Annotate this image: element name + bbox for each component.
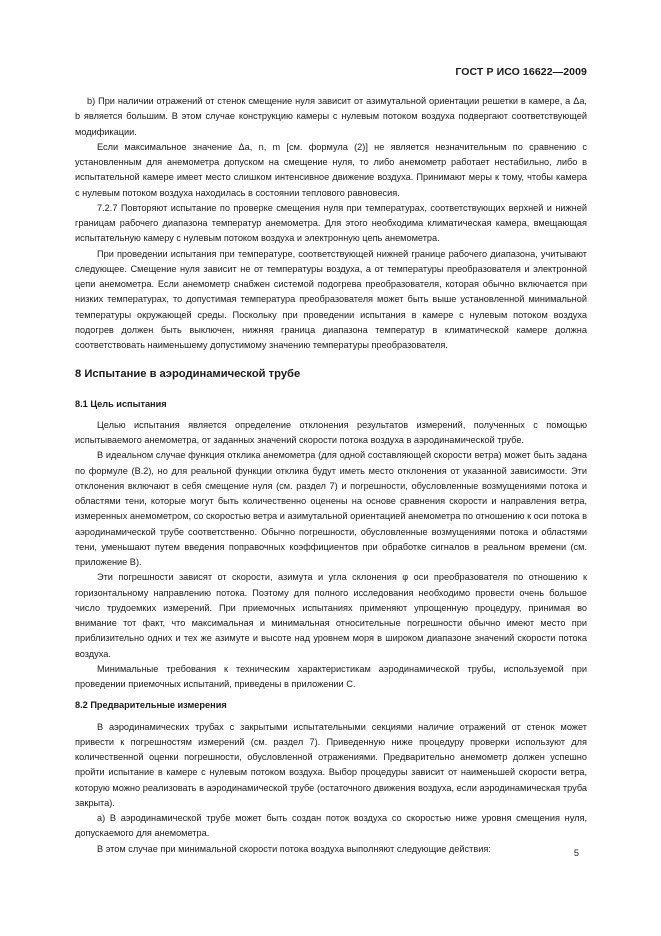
paragraph-b: b) При наличии отражений от стенок смещение нуля зависит от азимутальной ориентации решетки в камере, а Δa, b является большим. В этом случае конструкцию камеры с нулевым потоком воздуха подвергают соответствующей модификации. [75,96,587,137]
subsection-8-2-heading: 8.2 Предварительные измерения [75,700,227,711]
paragraph: В идеальном случае функция отклика анемометра (для одной составляющей скорости ветра) может быть задана по формуле (В.2), но для реальной функции отклика будут иметь место отклонения от указанной зависимости. Эти отклонения включают в себя смещение нуля (см. раздел 7) и погрешности, обусловленные возмущениями потока и областями тени, которые могут быть количественно оценены на основе сравнения скорости и направления ветра, измеренных анемометром, со скоростью ветра и азимутальной ориентацией анемометра по отношению к оси потока в аэродинамической трубе соответственно. Обычно погрешности, обусловленные возмущениями потока и областями тени, уменьшают путем введения поправочных коэффициентов при обработке сигналов в реальном времени (см. приложение В). [75,450,587,567]
document-body [75,94,587,857]
paragraph: Эти погрешности зависят от скорости, азимута и угла склонения φ оси преобразователя по отношению к горизонтальному направлению потока. Поэтому для полного исследования необходимо провести очень большое число трудоемких измерений. При приемочных испытаниях применяют упрощенную процедуру, принимая во внимание тот факт, что максимальная и минимальная относительные погрешности обычно имеют место при приблизительно одних и тех же азимуте и высоте над уровнем моря в широком диапазоне значений скорости потока воздуха. [75,572,587,659]
section-8-heading: 8 Испытание в аэродинамической трубе [75,368,301,381]
paragraph-7-2-7: 7.2.7 Повторяют испытание по проверке смещения нуля при температурах, соответствующих верхней и нижней границам рабочего диапазона температур анемометра. Для этого необходима климатическая камера, вмещающая испытательную камеру с нулевым потоком воздуха и электронную цепь анемометра. [75,202,587,244]
paragraph: Минимальные требования к техническим характеристикам аэродинамической трубы, используемой при проведении приемочных испытаний, приведены в приложении С. [75,663,587,689]
paragraph: В аэродинамических трубах с закрытыми испытательными секциями наличие отражений от стенок может привести к погрешностям измерений (см. раздел 7). Приведенную ниже процедуру проверки используют для количественной оценки погрешности, обусловленной отражениями. Предварительно анемометр должен успешно пройти испытание в камере с нулевым потоком воздуха. Выбор процедуры зависит от наименьшей скорости ветра, которую можно реализовать в аэродинамической трубе (остаточного движения воздуха, если аэродинамическая труба закрыта). [75,721,587,808]
page-number: 5 [573,848,579,858]
paragraph: В этом случае при минимальной скорости потока воздуха выполняют следующие действия: [97,843,491,854]
paragraph: Если максимальное значение Δa, n, m [см. формула (2)] не является незначительным по сравнению с установленным для анемометра допуском на смещение нуля, то либо анемометр работает нестабильно, либо в испытательной камере имеет место слишком интенсивное движение воздуха. Принимают меры к тому, чтобы камера с нулевым потоком воздуха находилась в состоянии теплового равновесия. [75,141,587,198]
paragraph: При проведении испытания при температуре, соответствующей нижней границе рабочего диапазона, учитывают следующее. Смещение нуля зависит не от температуры воздуха, а от температуры преобразователя и электронной цепи анемометра. Если анемометр снабжен системой подогрева преобразователя, которая обычно включается при низких температурах, то допустимая температура преобразователя может быть выше установленной минимальной температуры окружающей среды. Поскольку при проведении испытания в камере с нулевым потоком воздуха подогрев должен быть выключен, нижняя граница диапазона температур в климатической камере должна соответствовать наименьшему допустимому значению температуры преобразователя. [75,248,587,350]
subsection-8-1-heading: 8.1 Цель испытания [75,398,167,409]
paragraph-a: а) В аэродинамической трубе может быть создан поток воздуха со скоростью ниже уровня смещения нуля, допускаемого для анемометра. [75,813,587,839]
paragraph: Целью испытания является определение отклонения результатов измерений, полученных с помощью испытываемого анемометра, от заданных значений скорости потока воздуха в аэродинамической трубе. [75,419,587,445]
document-header: ГОСТ Р ИСО 16622—2009 [455,66,587,78]
